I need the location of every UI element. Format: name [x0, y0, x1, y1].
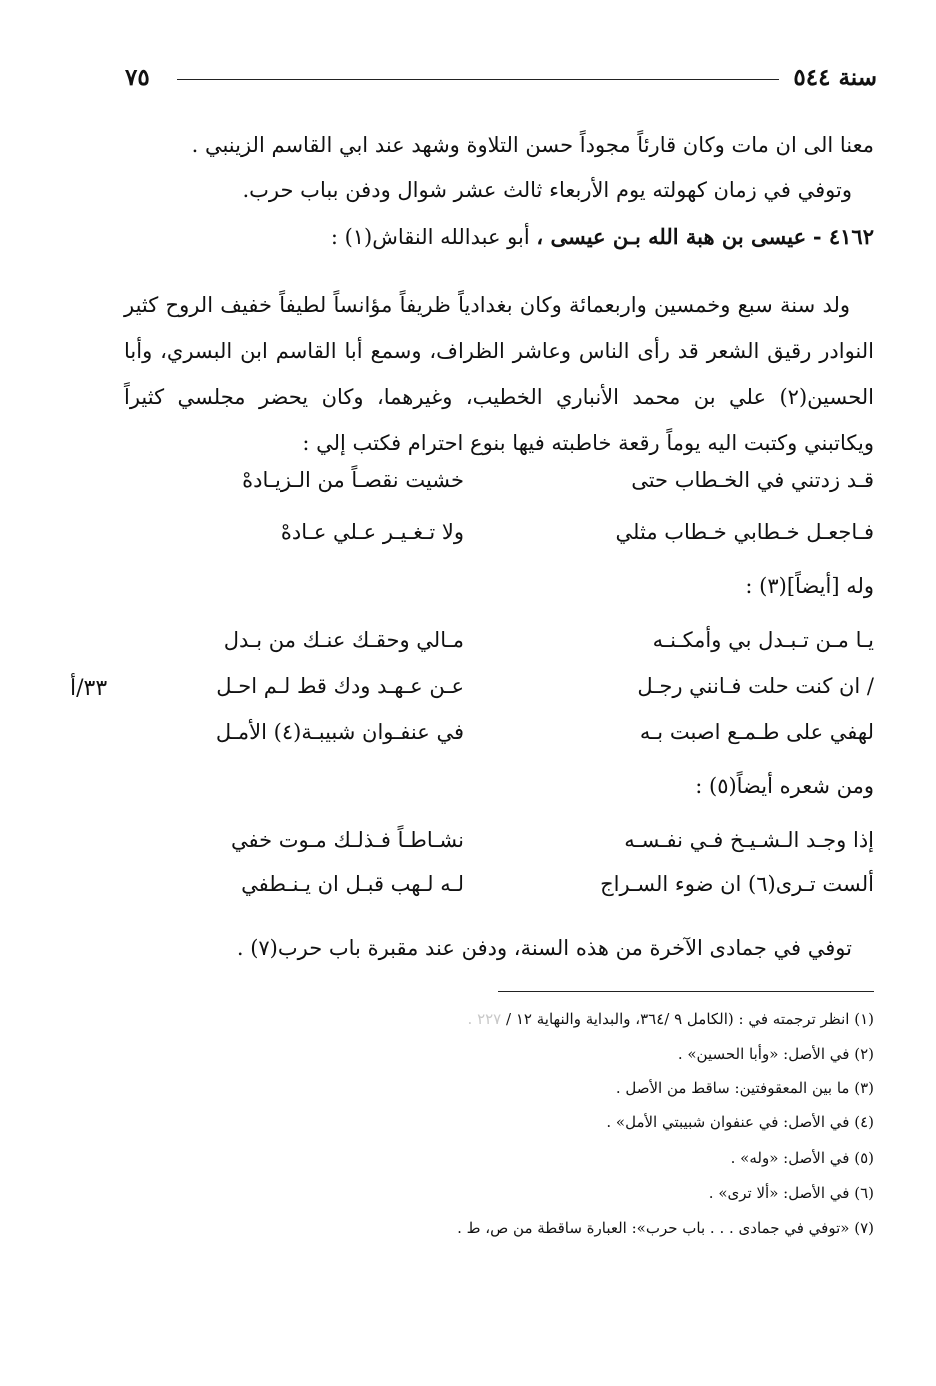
hemistich-second: مـالي وحقـك عنـك من بـدل — [223, 628, 464, 652]
footnote-1 — [468, 1010, 874, 1028]
footnote-6: (٦) في الأصل: «ألا ترى» . — [708, 1184, 874, 1202]
hemistich-second: ولا تـغـيـر عـلي عـادهْ — [280, 520, 464, 544]
hemistich-first: ألست تـرى(٦) ان ضوء السـراج — [600, 872, 874, 896]
header-year: سنة ٥٤٤ — [793, 64, 877, 91]
verse-line — [184, 674, 874, 720]
verse-line — [184, 828, 874, 874]
hemistich-second: عـن عـهـد ودك قط لـم احـل — [216, 674, 464, 698]
poem-intro: ومن شعره أيضاً(٥) : — [695, 774, 874, 798]
footnote-faded-text: ٢٢٧ . — [467, 1010, 502, 1028]
hemistich-first: فـاجعـل خـطابي خـطاب مثلي — [615, 520, 874, 544]
footnote-2: (٢) في الأصل: «وأبا الحسين» . — [677, 1045, 874, 1063]
hemistich-second: نشـاطـاً فـذلـك مـوت خفي — [230, 828, 464, 852]
hemistich-first: إذا وجـد الـشـيـخ فـي نفـسـه — [624, 828, 874, 852]
page-number: ٧٥ — [125, 64, 150, 91]
footnote-text: (١) انظر ترجمته في : (الكامل ٩ /٣٦٤، والبداية والنهاية ١٢ / — [506, 1010, 874, 1028]
poem-intro: وله [أيضاً](٣) : — [745, 574, 874, 598]
hemistich-first: قـد زدتني في الخـطاب حتى — [631, 468, 874, 492]
footnote-3: (٣) ما بين المعقوفتين: ساقط من الأصل . — [615, 1079, 874, 1097]
footnote-separator — [498, 991, 874, 992]
verse-line — [184, 468, 874, 514]
running-header — [125, 64, 877, 92]
footnote-7: (٧) «توفي في جمادى . . . باب حرب»: العبارة ساقطة من ص، ط . — [457, 1219, 874, 1237]
entry-kunya: أبو عبدالله النقاش(١) : — [330, 225, 530, 249]
footnote-5: (٥) في الأصل: «وله» . — [730, 1149, 874, 1167]
footnote-4: (٤) في الأصل: في عنفوان شبيبتي الأمل» . — [606, 1113, 874, 1131]
paragraph-biography: ولد سنة سبع وخمسين واربعمائة وكان بغدادياً ظريفاً مؤانساً لطيفاً خفيف الروح كثير النوادر رقيق الشعر قد رأى الناس وعاشر الظراف، وسمع أبا القاسم ابن البسري، وأبا الحسين(٢) علي بن محمد الأنباري الخطيب، وغيرهما، وكان يحضر مجلسي كثيراً ويكاتبني وكتبت اليه يوماً رقعة خاطبته فيها بنوع احترام فكتب إلي : — [124, 293, 874, 455]
header-rule — [177, 79, 779, 80]
verse-line — [184, 872, 874, 918]
hemistich-first: يـا مـن تـبـدل بي وأمكـنـه — [652, 628, 874, 652]
hemistich-first: / ان كنت حلت فـانني رجـل — [637, 674, 874, 698]
entry-number: ٤١٦٢ - — [812, 224, 874, 249]
verse-line — [184, 520, 874, 566]
paragraph-continuation: معنا الى ان مات وكان قارئاً مجوداً حسن التلاوة وشهد عند ابي القاسم الزينبي . — [191, 133, 874, 157]
verse-line — [184, 628, 874, 674]
hemistich-first: لهفي على طـمـع اصبت بـه — [639, 720, 874, 744]
paragraph-death: توفي في جمادى الآخرة من هذه السنة، ودفن عند مقبرة باب حرب(٧) . — [236, 936, 852, 960]
hemistich-second: لـه لـهب قبـل ان يـنـطفي — [241, 872, 464, 896]
verse-line — [184, 720, 874, 766]
hemistich-second: في عنفـوان شبيبـة(٤) الأمـل — [215, 720, 464, 744]
entry-heading — [331, 224, 874, 249]
hemistich-second: خشيت نقصـاً من الـزيـادهْ — [242, 468, 464, 492]
manuscript-folio-marker: ٣٣/أ — [70, 676, 108, 701]
paragraph-death-note: وتوفي في زمان كهولته يوم الأربعاء ثالث عشر شوال ودفن بباب حرب. — [242, 178, 852, 202]
entry-name: عيسى بن هبة الله بـن عيسى ، — [536, 224, 807, 249]
